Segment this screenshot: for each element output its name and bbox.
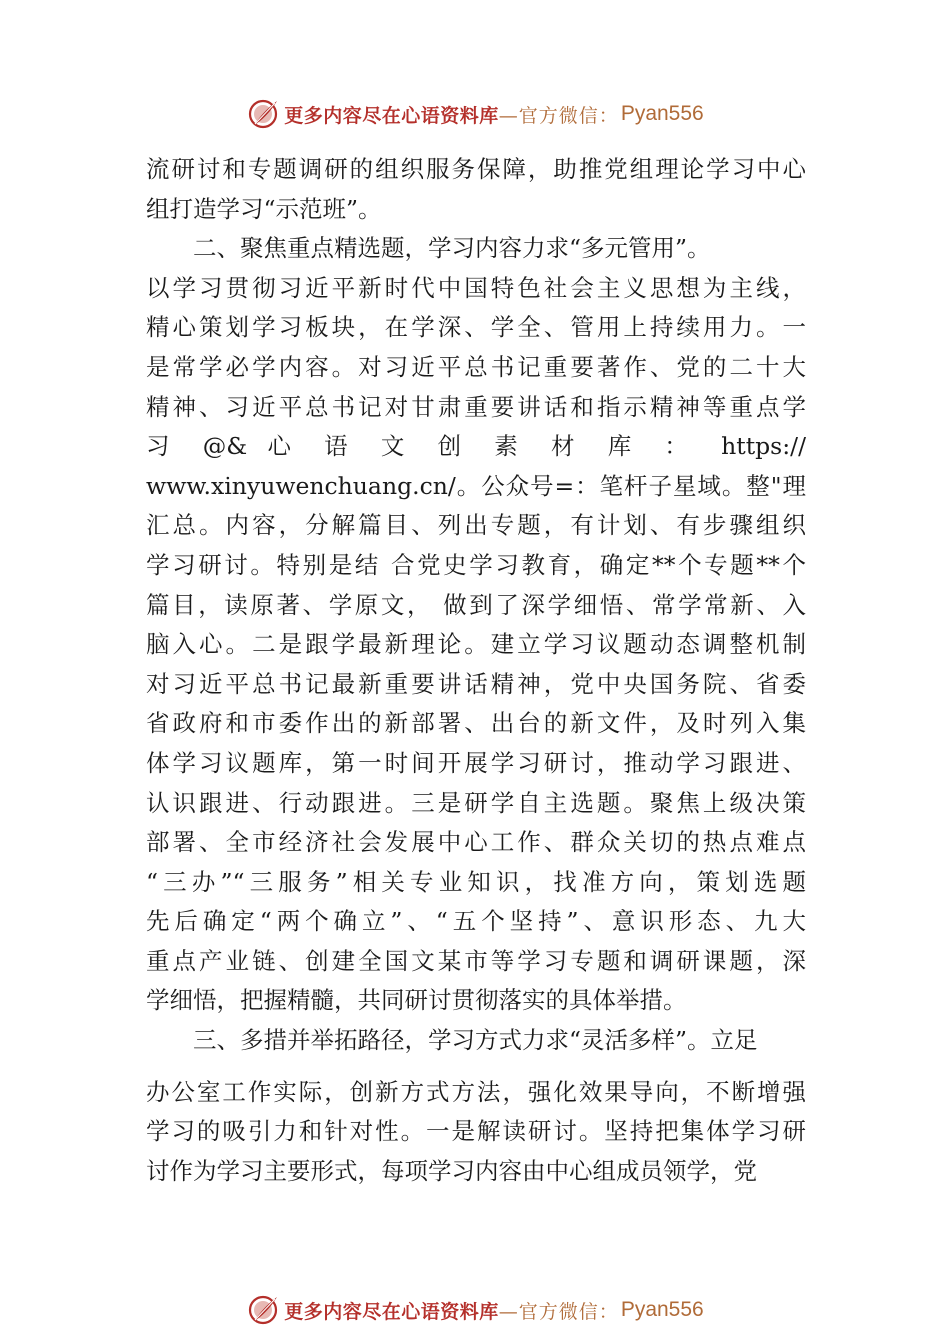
header-banner [0,94,950,134]
body-line: 学习的吸引力和针对性。一是解读研讨。坚持把集体学习研 [146,1117,806,1146]
body-line: 办公室工作实际，创新方式方法，强化效果导向，不断增强 [146,1077,806,1106]
body-line: 是常学必学内容。对习近平总书记重要著作、党的二十大 [146,352,806,381]
body-line: 以学习贯彻习近平新时代中国特色社会主义思想为主线， [146,273,806,302]
feather-logo-icon [246,1293,280,1327]
section-heading-3: 三、多措并举拓路径，学习方式力求“灵活多样”。立足 [193,1026,758,1055]
body-line: 先后确定“两个确立”、“五个坚持”、意识形态、九大 [146,907,806,936]
feather-logo-icon [246,97,280,131]
body-line: 讨作为学习主要形式，每项学习内容由中心组成员领学，党 [146,1156,757,1185]
watermark-line: 习 @& 心 语 文 创 素 材 库 ： https:// [146,432,806,461]
body-line: 体学习议题库，第一时间开展学习研讨，推动学习跟进、 [146,748,806,777]
body-line: 对习近平总书记最新重要讲话精神，党中央国务院、省委 [146,669,806,698]
body-line: 流研讨和专题调研的组织服务保障，助推党组理论学习中心 [146,155,806,183]
footer-wechat-label: —官方微信： [498,1300,619,1323]
document-body [146,150,806,1191]
body-line: 省政府和市委作出的新部署、出台的新文件，及时列入集 [146,709,806,738]
body-line: 脑入心。二是跟学最新理论。建立学习议题动态调整机制 [146,630,806,659]
body-line: 学习研讨。特别是结 合党史学习教育，确定**个专题**个 [146,550,806,579]
header-wechat-label: —官方微信： [498,104,619,127]
section-heading-2: 二、聚焦重点精选题，学习内容力求“多元管用”。 [193,234,711,263]
body-line: “三办”“三服务”相关专业知识，找准方向，策划选题 [146,867,806,896]
footer-wechat-id: Pyan556 [620,1298,704,1321]
body-line: 重点产业链、创建全国文某市等学习专题和调研课题，深 [146,946,806,975]
body-line: 部署、全市经济社会发展中心工作、群众关切的热点难点 [146,828,806,857]
footer-banner [0,1290,950,1330]
footer-library-text: 更多内容尽在心语资料库 [284,1300,499,1323]
header-wechat-id: Pyan556 [620,102,704,125]
watermark-line: www.xinyuwenchuang.cn/。公众号=：笔杆子星域。整"理 [146,471,806,500]
body-line: 精神、习近平总书记对甘肃重要讲话和指示精神等重点学 [146,392,806,421]
body-line: 认识跟进、行动跟进。三是研学自主选题。聚焦上级决策 [146,788,806,817]
body-line: 精心策划学习板块，在学深、学全、管用上持续用力。一 [146,313,806,342]
header-library-text: 更多内容尽在心语资料库 [284,104,499,127]
body-line: 篇目，读原著、学原文， 做到了深学细悟、常学常新、入 [146,590,806,619]
body-line: 学细悟，把握精髓，共同研讨贯彻落实的具体举措。 [146,986,687,1015]
body-line: 组打造学习“示范班”。 [146,194,382,223]
body-line: 汇总。内容，分解篇目、列出专题，有计划、有步骤组织 [146,511,806,540]
